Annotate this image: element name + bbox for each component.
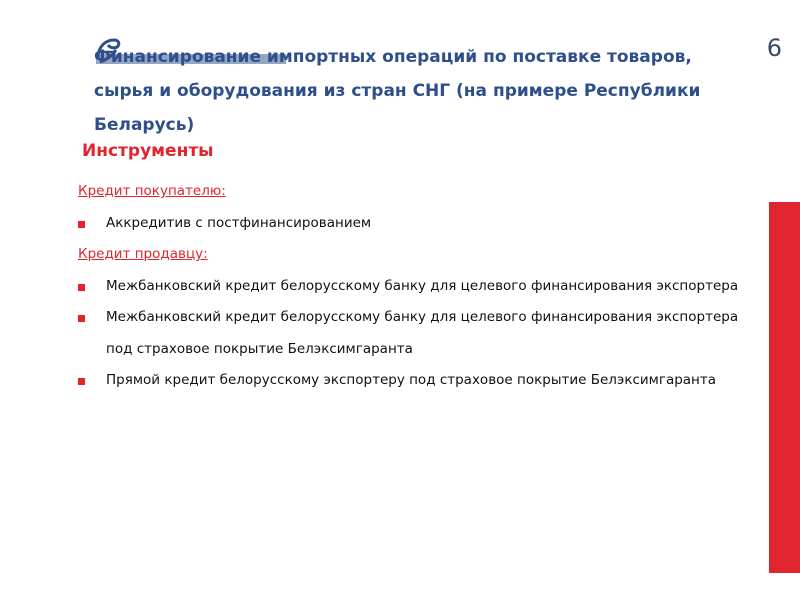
list-item — [78, 271, 768, 303]
group-label-buyer-credit: Кредит покупателю: — [78, 183, 226, 199]
list-item-text: Межбанковский кредит белорусскому банку для целевого финансирования экспортера под страховое покрытие Белэксимгаранта — [106, 309, 739, 357]
square-bullet-icon — [78, 315, 85, 322]
list-item — [78, 302, 768, 365]
square-bullet-icon — [78, 284, 85, 291]
group-label-seller-credit: Кредит продавцу: — [78, 246, 208, 262]
square-bullet-icon — [78, 221, 85, 228]
list-item — [78, 365, 768, 397]
list-item-text: Межбанковский кредит белорусскому банку для целевого финансирования экспортера — [106, 277, 739, 294]
instruments-list — [78, 176, 768, 397]
decorative-side-bar — [769, 202, 800, 573]
list-item-text: Прямой кредит белорусскому экспортеру под страховое покрытие Белэксимгаранта — [106, 372, 717, 388]
slide-title: Финансирование импортных операций по поставке товаров, сырья и оборудования из стран СНГ (на примере Республики Беларусь) — [94, 47, 701, 135]
slide-number: 6 — [766, 34, 782, 62]
list-item-text: Аккредитив с постфинансированием — [106, 214, 372, 231]
square-bullet-icon — [78, 378, 85, 385]
section-heading: Инструменты — [82, 141, 214, 161]
list-item — [78, 208, 768, 240]
